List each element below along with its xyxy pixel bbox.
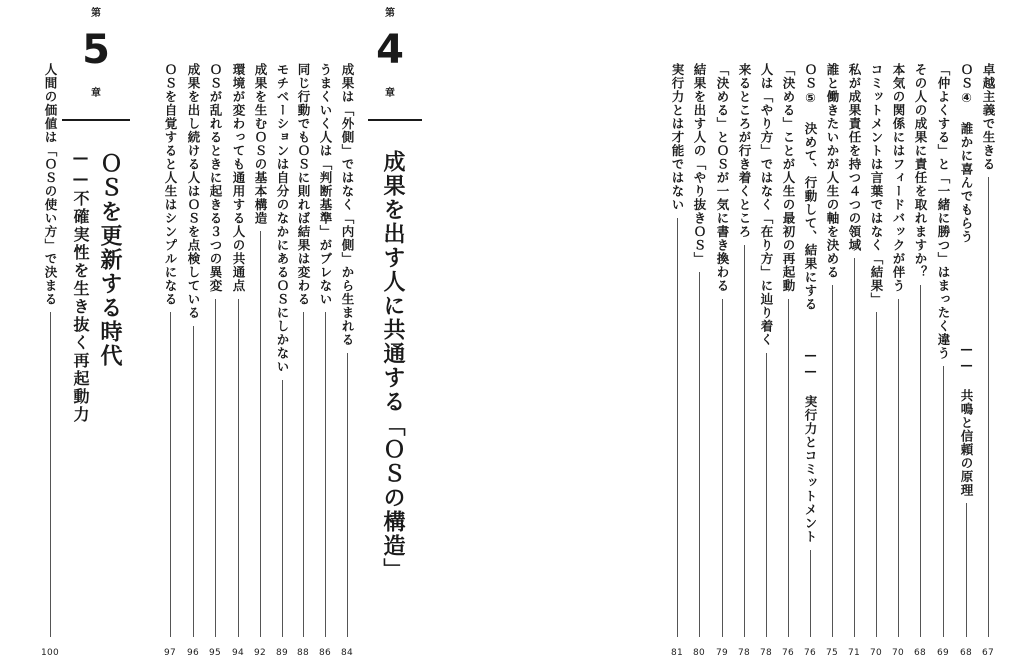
toc-entry[interactable] [734,63,754,661]
toc-page-number: 80 [692,648,706,658]
chapter4-rule [368,119,422,121]
toc-entry-title: ＯＳを自覚すると人生はシンプルになる [163,63,178,306]
toc-leader-line [966,503,967,637]
toc-entry[interactable] [293,63,313,661]
toc-leader-line [170,312,171,637]
toc-leader-line [766,353,767,637]
toc-entry-title: その人の成果に責任を取れますか？ [913,63,928,279]
toc-leader-line [325,312,326,637]
toc-page-number: 97 [163,648,177,658]
toc-leader-line [722,299,723,637]
toc-entry[interactable] [272,63,292,661]
toc-entry-title: ＯＳ④ 誰かに喜んでもらう [959,63,974,244]
toc-entry-title: 環境が変わっても通用する人の共通点 [231,63,246,293]
toc-entry-subtitle: —— 実行力とコミットメント [803,347,818,544]
toc-leader-line [303,312,304,637]
toc-leader-line [810,550,811,637]
toc-entry-title: 「決める」ことが人生の最初の再起動 [781,63,796,293]
chapter5-dai-label: 第 [91,8,101,19]
toc-leader-line [699,272,700,637]
toc-entry[interactable] [315,63,335,661]
toc-entry[interactable] [250,63,270,661]
toc-entry-title: 誰と働きたいかが人生の軸を決める [825,63,840,279]
chapter5-rule [62,119,130,121]
toc-leader-line [788,299,789,637]
toc-entry-title: コミットメントは言葉ではなく「結果」 [869,63,884,306]
chapter4-sho-label: 章 [385,88,395,99]
chapter5-title: ＯＳを更新する時代 [97,152,122,368]
toc-page-number: 76 [803,648,817,658]
toc-page-number: 68 [913,648,927,658]
toc-page-number: 78 [759,648,773,658]
toc-page-number: 76 [781,648,795,658]
chapter4-title: 成果を出す人に共通する「ＯＳの構造」 [380,150,405,582]
toc-entry-title: 人は「やり方」ではなく「在り方」に辿り着く [759,63,774,347]
toc-page-number: 96 [186,648,200,658]
toc-page-number: 68 [959,648,973,658]
toc-entry-title: 実行力とは才能ではない [670,63,685,212]
toc-page-number: 78 [737,648,751,658]
toc-page-number: 94 [231,648,245,658]
toc-entry-title: ＯＳが乱れるときに起きる３つの異変 [208,63,223,293]
toc-entry-title: 来るところが行き着くところ [737,63,752,239]
toc-entry-title: 「仲よくする」と「一緒に勝つ」はまったく違う [936,63,951,360]
toc-page-number: 75 [825,648,839,658]
toc-leader-line [854,258,855,637]
toc-leader-line [238,299,239,637]
toc-entry[interactable] [183,63,203,661]
toc-leader-line [215,299,216,637]
chapter5-sho-label: 章 [91,88,101,99]
toc-page-number: 89 [275,648,289,658]
toc-entry[interactable] [667,63,687,661]
toc-entry-subtitle: —— 共鳴と信頼の原理 [959,341,974,497]
toc-page-number: 86 [318,648,332,658]
toc-entry-title: 本気の関係にはフィードバックが伴う [891,63,906,293]
toc-page-number: 67 [981,648,995,658]
toc-entry[interactable] [866,63,886,661]
toc-entry-title: 成果は「外側」ではなく「内側」から生まれる [340,63,355,347]
toc-entry-title: 「決める」とＯＳが一気に書き換わる [715,63,730,293]
toc-entry[interactable] [40,63,60,661]
toc-entry-title: 私が成果責任を持つ４つの領域 [847,63,862,252]
toc-leader-line [260,231,261,637]
toc-leader-line [50,312,51,637]
toc-leader-line [193,326,194,637]
toc-entry-title: 同じ行動でもＯＳに則れば結果は変わる [296,63,311,306]
toc-entry[interactable] [337,63,357,661]
toc-page-number: 69 [936,648,950,658]
toc-page-number: 70 [891,648,905,658]
toc-leader-line [677,218,678,637]
toc-entry[interactable] [205,63,225,661]
toc-entry[interactable] [689,63,709,661]
toc-leader-line [920,285,921,637]
toc-entry-title: 人間の価値は「ＯＳの使い方」で決まる [43,63,58,306]
toc-page-number: 71 [847,648,861,658]
toc-leader-line [943,366,944,637]
toc-entry-title: うまくいく人は「判断基準」がブレない [318,63,333,306]
toc-page-number: 81 [670,648,684,658]
toc-entry[interactable] [756,63,776,661]
toc-page-number: 88 [296,648,310,658]
chapter4-number: 4 [376,27,404,73]
chapter4-dai-label: 第 [385,8,395,19]
toc-leader-line [876,312,877,637]
toc-entry[interactable] [160,63,180,661]
toc-leader-line [988,177,989,637]
toc-entry[interactable] [712,63,732,661]
toc-entry[interactable] [910,63,930,661]
toc-entry[interactable] [778,63,798,661]
toc-page-number: 95 [208,648,222,658]
toc-entry[interactable] [933,63,953,661]
toc-page-number: 84 [340,648,354,658]
toc-entry-title: ＯＳ⑤ 決めて、行動して、結果にする [803,63,818,311]
toc-leader-line [832,285,833,637]
toc-entry-title: 成果を出し続ける人はＯＳを点検している [186,63,201,320]
toc-entry[interactable] [888,63,908,661]
toc-entry[interactable] [978,63,998,661]
toc-entry[interactable] [228,63,248,661]
toc-leader-line [744,245,745,637]
toc-entry[interactable] [800,63,820,661]
chapter5-subtitle: ——不確実性を生き抜く再起動力 [71,148,90,424]
toc-entry[interactable] [822,63,842,661]
chapter5-number: 5 [82,27,110,73]
toc-entry-title: モチベーションは自分のなかにあるＯＳにしかない [275,63,290,374]
toc-page-number: 79 [715,648,729,658]
toc-leader-line [282,380,283,637]
toc-page-number: 92 [253,648,267,658]
toc-entry[interactable] [844,63,864,661]
toc-leader-line [898,299,899,637]
toc-entry-title: 結果を出す人の「やり抜きＯＳ」 [692,63,707,266]
toc-entry[interactable] [956,63,976,661]
toc-page-number: 100 [40,648,60,658]
toc-page-number: 70 [869,648,883,658]
toc-entry-title: 成果を生むＯＳの基本構造 [253,63,268,225]
toc-leader-line [347,353,348,637]
toc-entry-title: 卓越主義で生きる [981,63,996,171]
